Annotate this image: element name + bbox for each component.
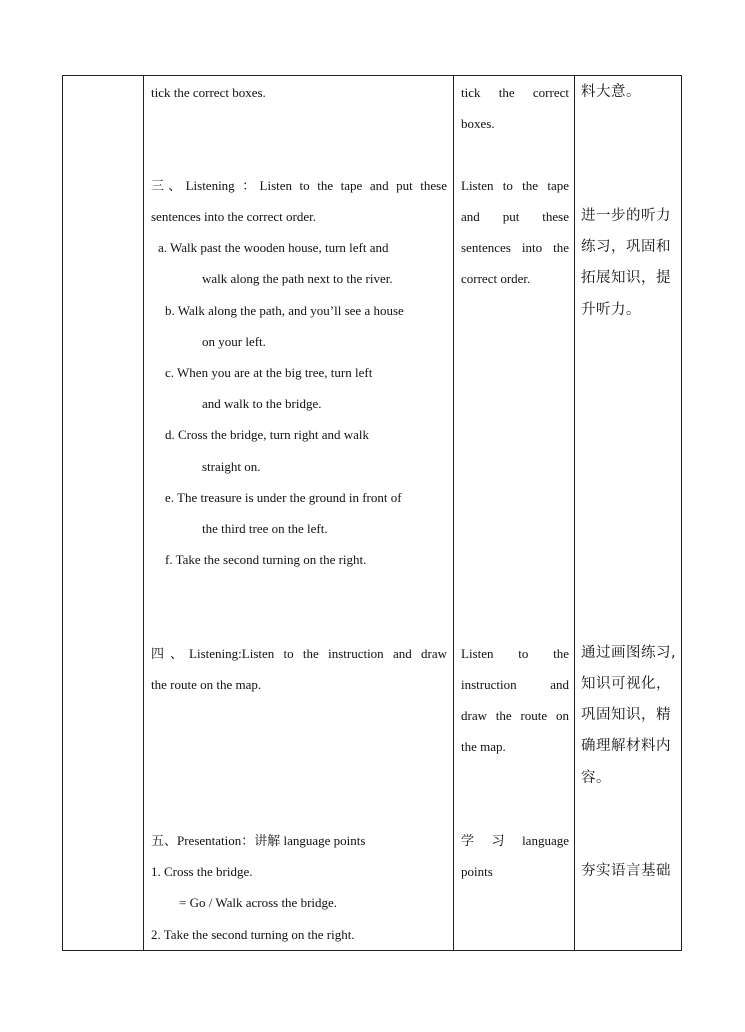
student-text: correct order.	[461, 271, 531, 286]
student-text: and put these	[461, 209, 569, 224]
lesson-plan-table	[62, 75, 682, 951]
intent-text: 夯实语言基础	[581, 863, 671, 879]
sentence-e-cont: the third tree on the left.	[202, 521, 328, 536]
sentence-c-cont: and walk to the bridge.	[202, 396, 322, 411]
sentence-c: c. When you are at the big tree, turn left	[165, 365, 373, 380]
sentence-e: e. The treasure is under the ground in front of	[165, 490, 402, 505]
section-3-heading-cont: sentences into the correct order.	[151, 209, 316, 224]
student-text: 学 习 language	[461, 833, 569, 848]
intent-text: 知识可视化，	[581, 676, 671, 692]
language-point-1: 1. Cross the bridge.	[151, 864, 253, 879]
sentence-b-cont: on your left.	[202, 334, 266, 349]
activity-text: tick the correct boxes.	[151, 85, 266, 100]
student-text: Listen to the tape	[461, 178, 569, 193]
sentence-d: d. Cross the bridge, turn right and walk	[165, 427, 369, 442]
student-text: sentences into the	[461, 240, 569, 255]
student-text: boxes.	[461, 116, 495, 131]
section-5-heading: 五、Presentation：讲解 language points	[151, 833, 366, 848]
language-point-1-explanation: = Go / Walk across the bridge.	[179, 895, 338, 910]
section-3-heading: 三、Listening ：Listen to the tape and put these	[151, 178, 447, 193]
activities-column	[144, 76, 453, 950]
sentence-f: f. Take the second turning on the right.	[165, 552, 367, 567]
intent-text: 拓展知识，提	[581, 270, 671, 286]
intent-text: 料大意。	[581, 84, 641, 100]
student-text: tick the correct	[461, 85, 569, 100]
student-text: points	[461, 864, 493, 879]
intent-text: 练习，巩固和	[581, 239, 671, 255]
language-point-2: 2. Take the second turning on the right.	[151, 927, 355, 942]
intent-text: 进一步的听力	[581, 208, 671, 224]
intent-text: 巩固知识，精	[581, 707, 671, 723]
student-text: instruction and	[461, 677, 569, 692]
section-4-heading: 四、Listening:Listen to the instruction and draw	[151, 646, 447, 661]
sentence-b: b. Walk along the path, and you’ll see a house	[165, 303, 404, 318]
student-text: Listen to the	[461, 646, 569, 661]
section-4-heading-cont: the route on the map.	[151, 677, 262, 692]
student-activities-column	[454, 76, 574, 950]
sentence-d-cont: straight on.	[202, 459, 261, 474]
student-text: the map.	[461, 739, 506, 754]
intent-text: 通过画图练习,	[581, 645, 677, 661]
sentence-a-cont: walk along the path next to the river.	[202, 271, 393, 286]
student-text: draw the route on	[461, 708, 569, 723]
sentence-a: a. Walk past the wooden house, turn left and	[158, 240, 389, 255]
intent-text: 确理解材料内	[581, 738, 671, 754]
intent-text: 升听力。	[581, 302, 641, 318]
intent-text: 容。	[581, 770, 611, 786]
design-intent-column	[575, 76, 683, 950]
